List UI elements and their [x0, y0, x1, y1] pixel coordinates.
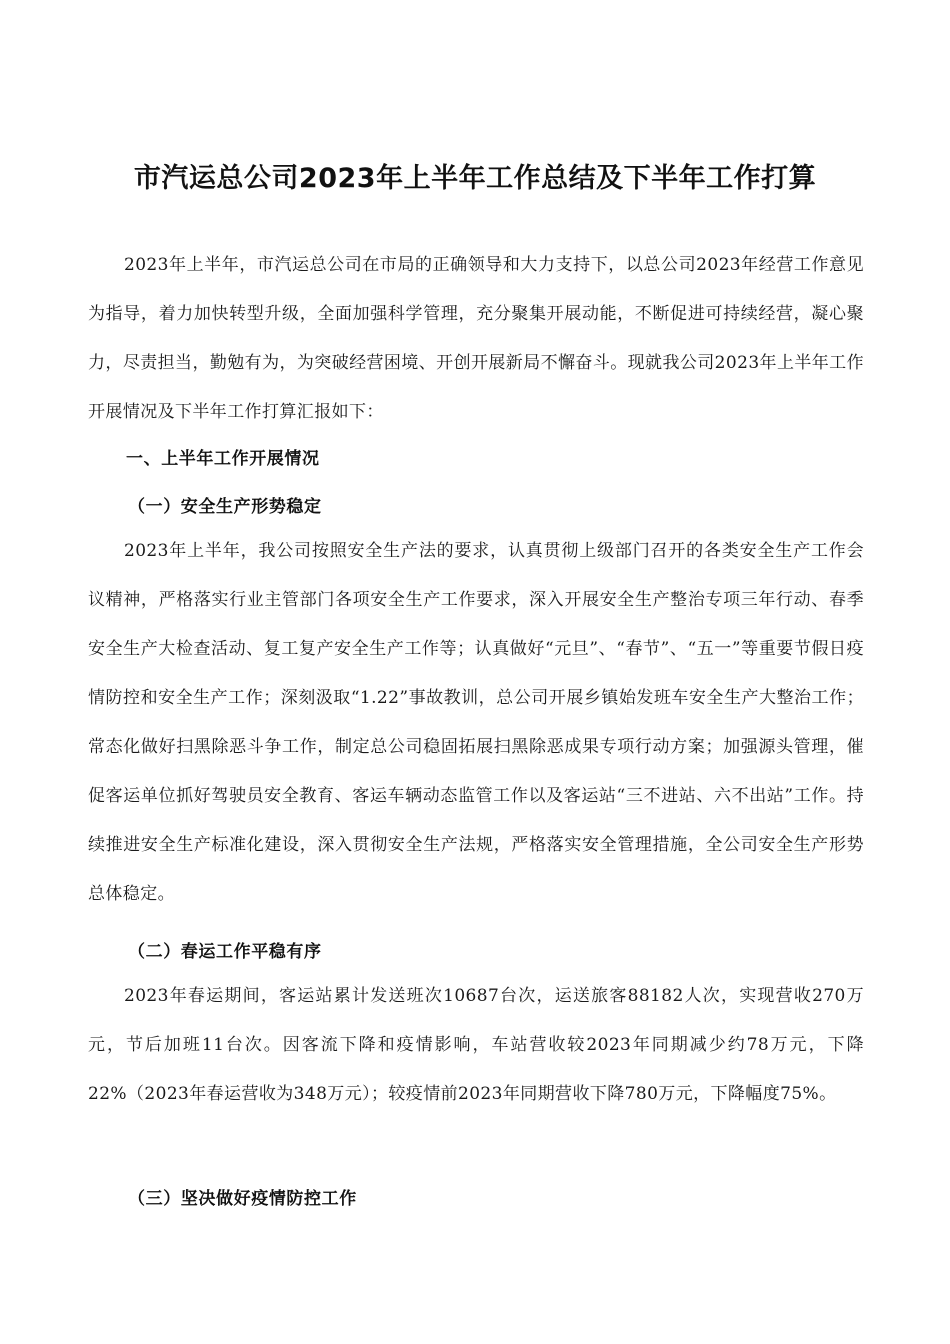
intro-paragraph: 2023年上半年，市汽运总公司在市局的正确领导和大力支持下，以总公司2023年经营工作意见为指导，着力加快转型升级，全面加强科学管理，充分聚集开展动能，不断促进可持续经营，凝心聚力，尽责担当，勤勉有为，为突破经营困境、开创开展新局不懈奋斗。现就我公司2023年上半年工作开展情况及下半年工作打算汇报如下： — [88, 255, 864, 422]
section-heading-1: 一、上半年工作开展情况 — [126, 449, 320, 469]
sub-heading-safety: （一）安全生产形势稳定 — [128, 497, 322, 517]
safety-paragraph: 2023年上半年，我公司按照安全生产法的要求，认真贯彻上级部门召开的各类安全生产工作会议精神，严格落实行业主管部门各项安全生产工作要求，深入开展安全生产整治专项三年行动、春季安全生产大检查活动、复工复产安全生产工作等；认真做好“元旦”、“春节”、“五一”等重要节假日疫情防控和安全生产工作；深刻汲取“1.22”事故教训，总公司开展乡镇始发班车安全生产大整治工作；常态化做好扫黑除恶斗争工作，制定总公司稳固拓展扫黑除恶成果专项行动方案；加强源头管理，催促客运单位抓好驾驶员安全教育、客运车辆动态监管工作以及客运站“三不进站、六不出站”工作。持续推进安全生产标准化建设，深入贯彻安全生产法规，严格落实安全管理措施，全公司安全生产形势总体稳定。 — [88, 541, 864, 904]
document-title: 市汽运总公司2023年上半年工作总结及下半年工作打算 — [133, 163, 817, 194]
sub-heading-epidemic: （三）坚决做好疫情防控工作 — [128, 1189, 357, 1209]
sub-heading-spring-transport: （二）春运工作平稳有序 — [128, 942, 322, 962]
spring-transport-paragraph: 2023年春运期间，客运站累计发送班次10687台次，运送旅客88182人次，实现营收270万元，节后加班11台次。因客流下降和疫情影响，车站营收较2023年同期减少约78万元，下降22%（2023年春运营收为348万元）；较疫情前2023年同期营收下降780万元，下降幅度75%。 — [88, 986, 864, 1104]
